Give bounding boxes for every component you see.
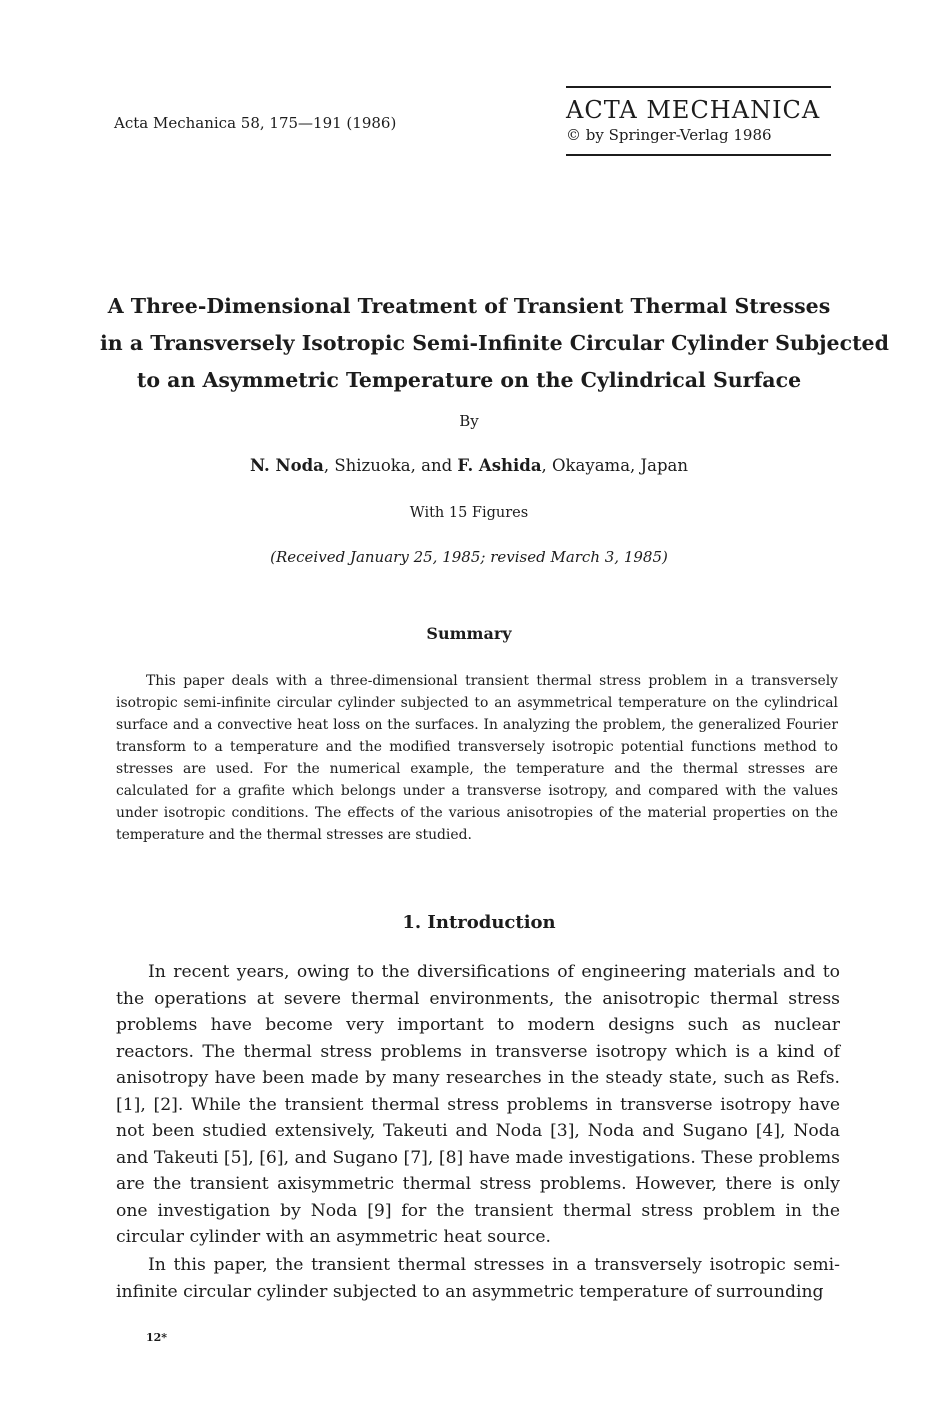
by-label: By bbox=[459, 412, 479, 430]
body-paragraph: In this paper, the transient thermal stresses in a transversely isotropic semi-infinite circular cylinder subjected to an asymmetric temperature of surrounding bbox=[116, 1255, 840, 1302]
author-name: N. Noda bbox=[250, 456, 324, 475]
masthead-top-rule bbox=[566, 86, 831, 88]
journal-masthead bbox=[566, 86, 831, 156]
section-heading: 1. Introduction bbox=[402, 912, 556, 933]
paper-title bbox=[100, 288, 889, 399]
summary-heading: Summary bbox=[426, 624, 512, 643]
page-number: 12* bbox=[146, 1331, 168, 1344]
title-line: in a Transversely Isotropic Semi-Infinite Circular Cylinder Subjected bbox=[100, 331, 889, 355]
title-line: A Three-Dimensional Treatment of Transient Thermal Stresses bbox=[107, 294, 831, 318]
received-dates: (Received January 25, 1985; revised March 3, 1985) bbox=[270, 548, 668, 566]
journal-name: ACTA MECHANICA bbox=[566, 96, 821, 124]
author-line bbox=[100, 456, 838, 475]
figures-note: With 15 Figures bbox=[409, 505, 529, 521]
author-name: F. Ashida bbox=[457, 456, 542, 475]
masthead-bottom-rule bbox=[566, 154, 831, 156]
body-paragraph: In recent years, owing to the diversifications of engineering materials and to the operations at severe thermal environments, the anisotropic thermal stress problems have become very important to modern designs such as nuclear reactors. The thermal stress problems in transverse isotropy which is a kind of anisotropy have been made by many researches in the steady state, such as Refs. [1], [2]. While the transient thermal stress problems in transverse isotropy have not been studied extensively, Takeuti and Noda [3], Noda and Sugano [4], Noda and Takeuti [5], [6], and Sugano [7], [8] have made investigations. These problems are the transient axisymmetric thermal stress problems. However, there is only one investigation by Noda [9] for the transient thermal stress problem in the circular cylinder with an asymmetric heat source. bbox=[116, 962, 840, 1247]
summary-text: This paper deals with a three-dimensional transient thermal stress problem in a transversely isotropic semi-infinite circular cylinder subjected to an asymmetrical temperature on the cylindrical surface and a convective heat loss on the surfaces. In analyzing the problem, the generalized Fourier transform to a temperature and the modified transversely isotropic potential functions method to stresses are used. For the numerical example, the temperature and the thermal stresses are calculated for a grafite which belongs under a transverse isotropy, and compared with the values under isotropic conditions. The effects of the various anisotropies of the material properties on the temperature and the thermal stresses are studied. bbox=[116, 673, 838, 843]
copyright-notice: © by Springer-Verlag 1986 bbox=[566, 126, 772, 144]
title-line: to an Asymmetric Temperature on the Cylindrical Surface bbox=[136, 368, 802, 392]
author-affiliation: , Okayama, Japan bbox=[541, 456, 688, 475]
journal-citation: Acta Mechanica 58, 175—191 (1986) bbox=[114, 114, 397, 132]
author-affiliation: , Shizuoka, and bbox=[323, 456, 458, 475]
